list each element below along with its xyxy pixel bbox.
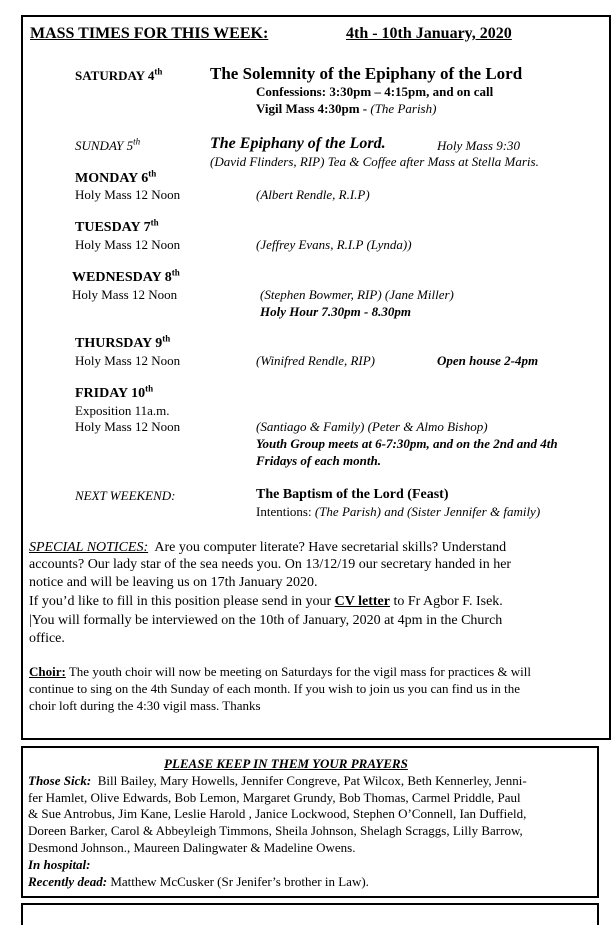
saturday-feast: The Solemnity of the Epiphany of the Lord (210, 64, 523, 83)
wednesday-holy-hour: Holy Hour 7.30pm - 8.30pm (260, 304, 411, 319)
thursday-mass: Holy Mass 12 Noon (75, 353, 181, 368)
saturday-vigil: Vigil Mass 4:30pm - (The Parish) (256, 101, 437, 116)
prayers-heading: PLEASE KEEP IN THEM YOUR PRAYERS (164, 756, 408, 771)
choir-line3: choir loft during the 4:30 vigil mass. Thanks (29, 698, 261, 713)
choir-line1: Choir: The youth choir will now be meeting on Saturdays for the vigil mass for practices & will (29, 664, 531, 679)
sick-line5: Desmond Johnson., Maureen Dalingwater & Madeline Owens. (28, 840, 356, 855)
choir-line2: continue to sing on the 4th Sunday of each month. If you wish to join us you can find us in the (29, 681, 521, 696)
hospital-label: In hospital: (28, 857, 91, 872)
page-title: MASS TIMES FOR THIS WEEK: (30, 25, 269, 42)
week-dates: 4th - 10th January, 2020 (346, 25, 512, 42)
thursday-open-house: Open house 2-4pm (437, 353, 539, 368)
friday-exposition: Exposition 11a.m. (75, 403, 170, 418)
sunday-label: SUNDAY 5th (75, 136, 141, 153)
saturday-label: SATURDAY 4th (75, 66, 163, 83)
sick-line4: Doreen Barker, Carol & Abbeyleigh Timmons, Sheila Johnson, Shelagh Scraggs, Lilly Barrow, (28, 823, 523, 838)
sunday-feast: The Epiphany of the Lord. (210, 135, 386, 152)
wednesday-mass: Holy Mass 12 Noon (72, 287, 178, 302)
next-weekend-feast: The Baptism of the Lord (Feast) (256, 487, 449, 502)
wednesday-label: WEDNESDAY 8th (72, 267, 180, 285)
recently-dead: Recently dead: Matthew McCusker (Sr Jenifer’s brother in Law). (28, 874, 369, 889)
bottom-frame (21, 903, 599, 925)
monday-mass: Holy Mass 12 Noon (75, 187, 181, 202)
tuesday-intention: (Jeffrey Evans, R.I.P (Lynda)) (256, 237, 412, 252)
cv-letter-link: CV letter (334, 594, 390, 609)
friday-youth-group: Youth Group meets at 6-7:30pm, and on the 2nd and 4th (256, 436, 558, 451)
special-notices-line3: notice and will be leaving us on 17th January 2020. (29, 575, 318, 590)
monday-label: MONDAY 6th (75, 168, 157, 186)
tuesday-mass: Holy Mass 12 Noon (75, 237, 181, 252)
thursday-label: THURSDAY 9th (75, 333, 171, 351)
sunday-mass: Holy Mass 9:30 (437, 138, 521, 153)
friday-label: FRIDAY 10th (75, 383, 154, 401)
sunday-intention: (David Flinders, RIP) Tea & Coffee after Mass at Stella Maris. (210, 154, 539, 169)
friday-intention: (Santiago & Family) (Peter & Almo Bishop) (256, 419, 488, 434)
sick-line2: fer Hamlet, Olive Edwards, Bob Lemon, Margaret Grundy, Bob Thomas, Carmel Priddle, Paul (28, 790, 521, 805)
mass-times-frame (21, 15, 611, 740)
special-notices-line2: accounts? Our lady star of the sea needs you. On 13/12/19 our secretary handed in her (29, 557, 512, 572)
special-notices-line6: office. (29, 631, 65, 646)
monday-intention: (Albert Rendle, R.I.P) (256, 187, 370, 202)
special-notices-line4: If you’d like to fill in this position please send in your CV letter to Fr Agbor F. Isek. (29, 594, 503, 609)
next-weekend-intentions: Intentions: (The Parish) and (Sister Jennifer & family) (256, 504, 541, 519)
special-notices-line5: |You will formally be interviewed on the 10th of January, 2020 at 4pm in the Church (29, 613, 503, 628)
next-weekend-label: NEXT WEEKEND: (75, 488, 176, 503)
tuesday-label: TUESDAY 7th (75, 217, 159, 235)
sick-line1: Those Sick: Bill Bailey, Mary Howells, Jennifer Congreve, Pat Wilcox, Beth Kennerley, Jenni- (28, 773, 527, 788)
saturday-confessions: Confessions: 3:30pm – 4:15pm, and on call (256, 84, 494, 99)
wednesday-intention: (Stephen Bowmer, RIP) (Jane Miller) (260, 287, 454, 302)
friday-mass: Holy Mass 12 Noon (75, 419, 181, 434)
special-notices-line1: SPECIAL NOTICES: Are you computer literate? Have secretarial skills? Understand (29, 540, 507, 555)
sick-line3: & Sue Antrobus, Jim Kane, Leslie Harold , Janice Lockwood, Stephen O’Connell, Ian Duffield, (28, 806, 527, 821)
friday-youth-group-2: Fridays of each month. (256, 453, 381, 468)
thursday-intention: (Winifred Rendle, RIP) (256, 353, 376, 368)
